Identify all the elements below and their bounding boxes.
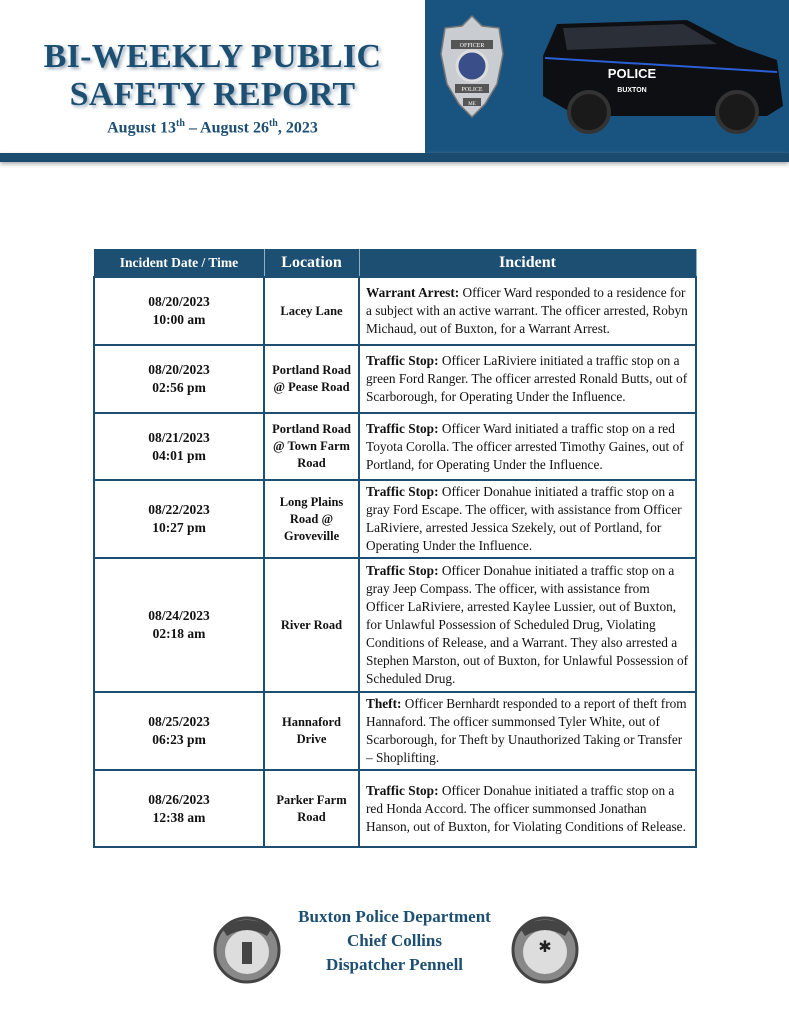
svg-text:POLICE: POLICE (461, 87, 483, 93)
location-cell: Lacey Lane (264, 277, 359, 345)
date-start: August 13 (107, 119, 177, 137)
date-time-cell (94, 413, 264, 480)
table-row (94, 480, 696, 558)
location-cell: River Road (264, 558, 359, 692)
column-header-date-time: Incident Date / Time (94, 250, 264, 278)
incident-description: Officer LaRiviere initiated a traffic stop on a green Ford Ranger. The officer arrested Ronald Butts, out of Scarborough, for Operating Under the Influence. (366, 353, 688, 404)
incident-time: 12:38 am (152, 809, 206, 825)
table-row (94, 692, 696, 770)
date-time-cell (94, 480, 264, 558)
date-time-cell (94, 558, 264, 692)
incident-description: Officer Donahue initiated a traffic stop on a gray Ford Escape. The officer, with assistance from Officer LaRiviere, arrested Jessica Szekely, out of Portland, for Operating Under the Influence. (366, 484, 682, 553)
incident-cell (359, 558, 696, 692)
incident-time: 10:00 am (152, 312, 206, 327)
svg-text:BUXTON: BUXTON (617, 87, 647, 94)
location-cell: Parker Farm Road (264, 770, 359, 847)
incident-date: 08/25/2023 (148, 714, 210, 729)
table-row (94, 277, 696, 345)
incident-description: Officer Bernhardt responded to a report of theft from Hannaford. The officer summonsed Tyler White, out of Scarborough, for Theft by Unauthorized Taking or Transfer – Shoplifting. (366, 696, 687, 765)
report-date-range (0, 118, 425, 137)
table-row (94, 558, 696, 692)
incident-description: Officer Donahue initiated a traffic stop on a red Honda Accord. The officer summonsed Jonathan Hanson, out of Buxton, for Violating Conditions of Release. (366, 782, 686, 834)
incident-time: 02:18 am (152, 626, 206, 641)
date-end-sup: th (268, 118, 278, 129)
incident-cell (359, 692, 696, 770)
date-time-cell (94, 692, 264, 770)
incident-time: 02:56 pm (152, 380, 206, 395)
incident-cell (359, 480, 696, 558)
header-image-panel (425, 0, 789, 153)
incident-description: Officer Donahue initiated a traffic stop on a gray Jeep Compass. The officer, with assistance from Officer LaRiviere, arrested Kaylee Lussier, out of Buxton, for Unlawful Possession of Scheduled Drug, Violating Conditions of Release, and a Warrant. They also arrested a Stephen Marston, out of Buxton, for Unlawful Possession of Scheduled Drug. (366, 563, 689, 686)
incident-type: Warrant Arrest: (366, 285, 460, 300)
incident-type: Traffic Stop: (366, 484, 439, 499)
incident-date: 08/22/2023 (148, 502, 210, 517)
location-cell: Hannaford Drive (264, 692, 359, 770)
incident-date: 08/26/2023 (148, 791, 210, 807)
incident-time: 06:23 pm (152, 732, 206, 747)
date-time-cell (94, 277, 264, 345)
incident-date: 08/21/2023 (148, 429, 210, 445)
column-header-incident: Incident (359, 250, 696, 278)
incident-description: Officer Ward initiated a traffic stop on a red Toyota Corolla. The officer arrested Timothy Gaines, out of Portland, for Operating Under the Influence. (366, 420, 684, 472)
incident-cell (359, 345, 696, 413)
header-divider-bar (0, 153, 789, 162)
chief-name: Chief Collins (347, 931, 442, 950)
incident-date: 08/20/2023 (148, 362, 210, 377)
location-cell: Portland Road @ Town Farm Road (264, 413, 359, 480)
department-name: Buxton Police Department (298, 907, 491, 926)
incident-date: 08/24/2023 (148, 608, 210, 623)
incident-cell (359, 770, 696, 847)
incident-time: 10:27 pm (152, 520, 206, 535)
footer (0, 905, 789, 977)
svg-text:✱: ✱ (538, 939, 552, 956)
date-start-sup: th (176, 118, 185, 129)
date-year: , 2023 (277, 119, 318, 137)
column-header-location: Location (264, 250, 359, 278)
incident-description: Officer Ward responded to a residence for a subject with an active warrant. The officer arrested, Robyn Michaud, out of Buxton, for a Warrant Arrest. (366, 285, 688, 336)
report-title (0, 38, 425, 114)
incident-time: 04:01 pm (152, 447, 206, 463)
svg-text:ME: ME (468, 102, 476, 107)
table-row (94, 413, 696, 480)
title-line-2: SAFETY REPORT (69, 76, 356, 113)
date-time-cell (94, 770, 264, 847)
table-header-row (94, 250, 696, 278)
incident-type: Traffic Stop: (366, 563, 439, 578)
incident-cell (359, 277, 696, 345)
report-header (0, 0, 425, 153)
location-cell: Portland Road @ Pease Road (264, 345, 359, 413)
incident-type: Theft: (366, 696, 402, 711)
incident-table (93, 249, 697, 848)
police-badge-icon (437, 14, 507, 119)
dispatcher-name: Dispatcher Pennell (325, 955, 464, 974)
incident-type: Traffic Stop: (366, 353, 439, 368)
date-time-cell (94, 345, 264, 413)
incident-type: Traffic Stop: (366, 782, 439, 798)
date-end: – August 26 (184, 119, 269, 137)
incident-cell (359, 413, 696, 480)
incident-type: Traffic Stop: (366, 420, 439, 436)
incident-date: 08/20/2023 (148, 294, 210, 309)
table-row (94, 770, 696, 847)
table-row (94, 345, 696, 413)
location-cell: Long Plains Road @ Groveville (264, 480, 359, 558)
svg-text:OFFICER: OFFICER (459, 43, 485, 49)
police-car-icon (537, 16, 785, 138)
title-line-1: BI-WEEKLY PUBLIC (43, 38, 382, 75)
svg-text:POLICE: POLICE (607, 66, 657, 81)
